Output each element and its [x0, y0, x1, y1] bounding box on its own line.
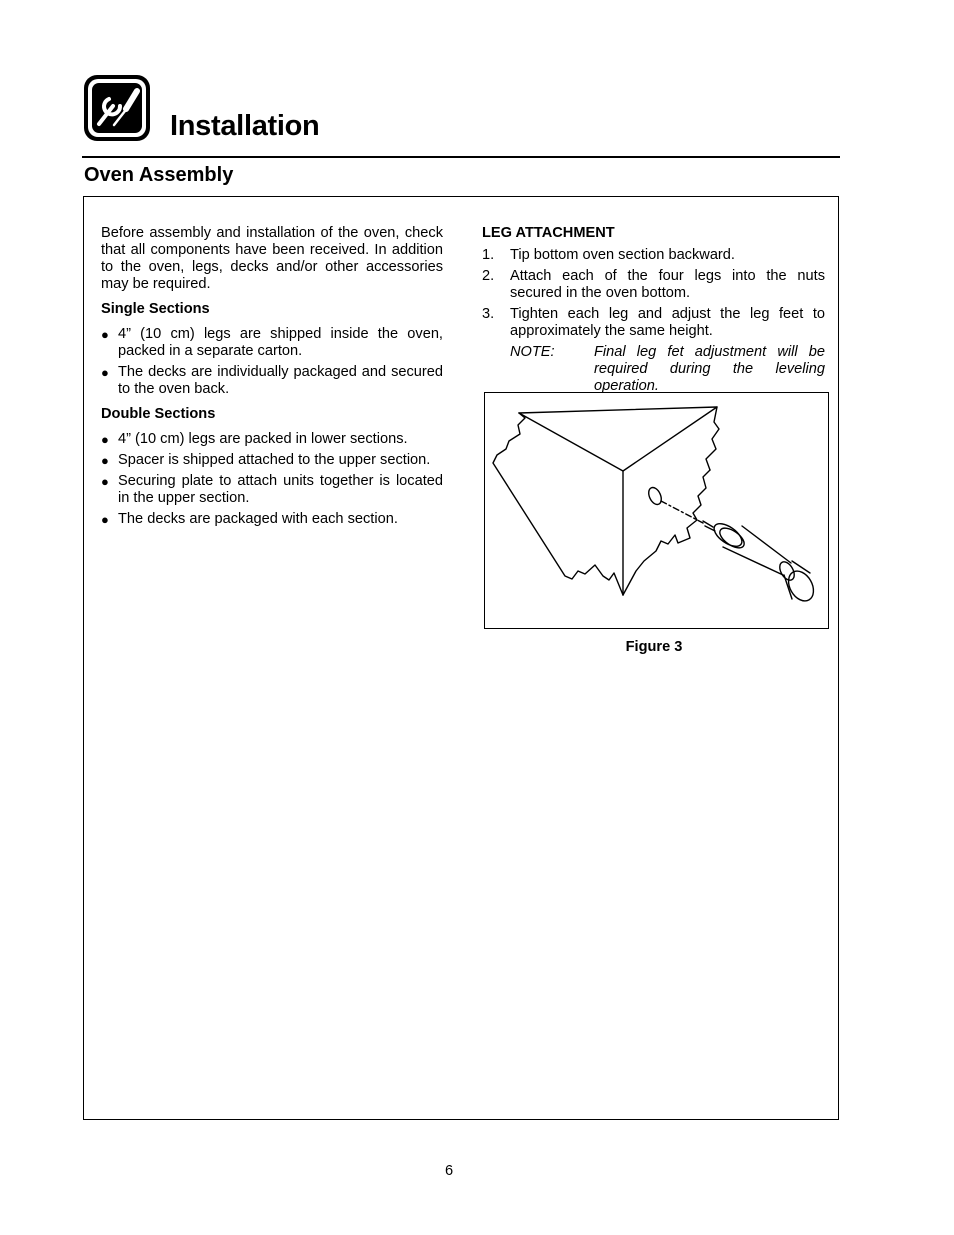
- bullet-icon: ●: [101, 474, 109, 489]
- section-title: Oven Assembly: [84, 164, 234, 186]
- figure-frame: [484, 392, 829, 629]
- title-rule: [82, 156, 840, 158]
- leg-attachment-steps: [482, 247, 825, 340]
- bullet-icon: ●: [101, 327, 109, 342]
- step-text: Tip bottom oven section backward.: [510, 247, 735, 263]
- left-column: [101, 225, 443, 536]
- page-number: 6: [444, 1163, 454, 1179]
- list-item: ● 4” (10 cm) legs are shipped inside the oven, packed in a separate carton.: [101, 326, 443, 359]
- note-text: Final leg fet adjustment will be required during the leveling operation.: [594, 344, 825, 394]
- page-title: Installation: [170, 110, 320, 142]
- tools-icon: [82, 73, 152, 143]
- step-item: [482, 268, 825, 302]
- step-item: [482, 247, 825, 264]
- bullet-icon: ●: [101, 512, 109, 527]
- intro-paragraph: Before assembly and installation of the oven, check that all components have been received. In addition to the oven, legs, decks and/or other accessories may be required.: [101, 225, 443, 292]
- note-label: NOTE:: [510, 344, 555, 360]
- bullet-icon: ●: [101, 432, 109, 447]
- figure-caption: Figure 3: [625, 639, 683, 655]
- list-item: ● Spacer is shipped attached to the upper section.: [101, 452, 431, 468]
- step-text: Tighten each leg and adjust the leg feet to approximately the same height.: [510, 306, 825, 339]
- step-item: [482, 306, 825, 340]
- list-item: ● Securing plate to attach units together is located in the upper section.: [101, 473, 443, 506]
- single-sections-list: [101, 326, 443, 398]
- double-sections-list: [101, 431, 443, 528]
- list-item: ● 4” (10 cm) legs are packed in lower sections.: [101, 431, 408, 447]
- bullet-icon: ●: [101, 453, 109, 468]
- step-number: 2.: [482, 268, 495, 284]
- double-sections-heading: Double Sections: [101, 406, 216, 422]
- note: [510, 344, 825, 395]
- single-sections-heading: Single Sections: [101, 301, 210, 317]
- right-column: [482, 225, 825, 395]
- list-item: ● The decks are packaged with each section.: [101, 511, 398, 527]
- step-number: 3.: [482, 306, 495, 322]
- leg-attachment-heading: LEG ATTACHMENT: [482, 225, 615, 241]
- bullet-icon: ●: [101, 365, 109, 380]
- step-text: Attach each of the four legs into the nuts secured in the oven bottom.: [510, 268, 825, 301]
- step-number: 1.: [482, 247, 495, 263]
- list-item: ● The decks are individually packaged and secured to the oven back.: [101, 364, 443, 397]
- oven-leg-attachment-illustration: [485, 393, 828, 628]
